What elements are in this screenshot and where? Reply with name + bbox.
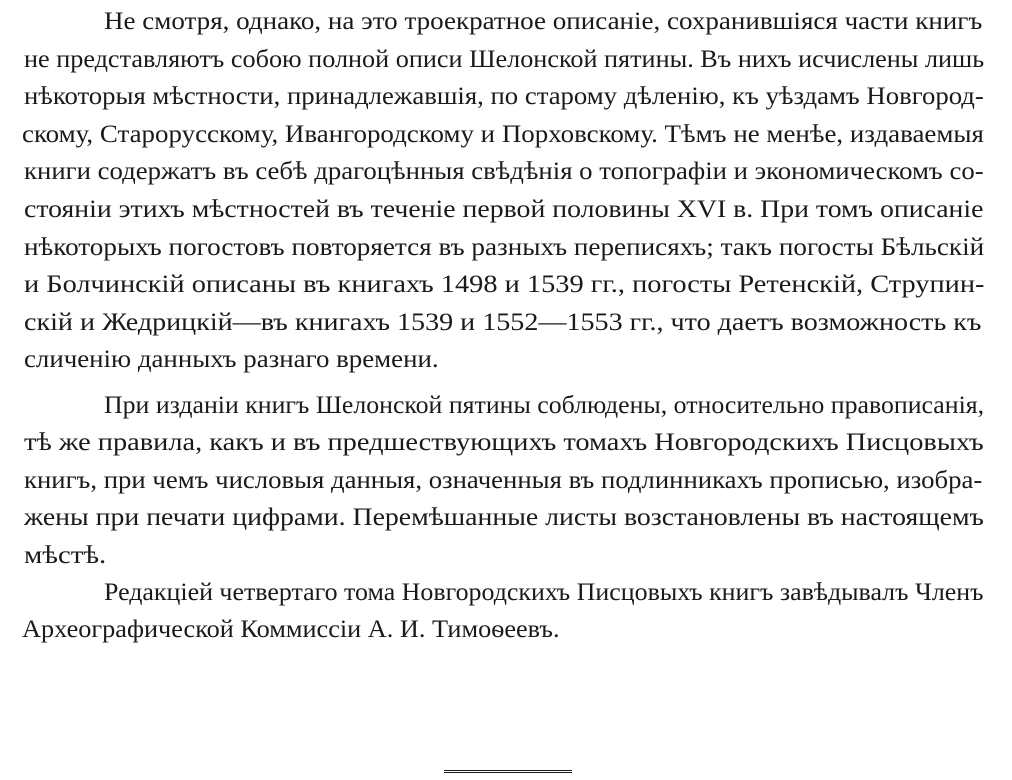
text-line [0, 537, 1012, 575]
text-line-content: и Болчинскiй описаны въ книгахъ 1498 и 1539 гг., погосты Ретенскiй, Струпин- [24, 271, 985, 298]
text-line [0, 41, 1012, 79]
text-line-content: нѣкоторыхъ погостовъ повторяется въ разныхъ переписяхъ; такъ погосты Бѣльскiй [24, 234, 985, 261]
text-line-content: Не смотря, однако, на это троекратное описанiе, сохранившiяся части книгъ [104, 8, 983, 35]
text-line [0, 341, 1012, 379]
text-line [0, 574, 1012, 612]
text-line [0, 3, 1012, 41]
text-line [0, 78, 1012, 116]
text-line-content: жены при печати цифрами. Перемѣшанные листы возстановлены въ настоящемъ [24, 504, 984, 531]
text-line-content: Редакцiей четвертаго тома Новгородскихъ Писцовыхъ книгъ завѣдывалъ Членъ [104, 579, 984, 606]
text-line [0, 191, 1012, 229]
text-line-content: тѣ же правила, какъ и въ предшествующихъ томахъ Новгородскихъ Писцовыхъ [24, 429, 984, 456]
text-line [0, 462, 1012, 500]
text-line [0, 611, 1012, 649]
text-line [0, 153, 1012, 191]
text-line-content: скому, Старорусскому, Ивангородскому и Порховскому. Тѣмъ не менѣе, издаваемыя [22, 121, 984, 148]
bottom-double-rule [444, 770, 572, 773]
text-line-content: сличенiю данныхъ разнаго времени. [24, 346, 439, 373]
text-line-content: При изданiи книгъ Шелонской пятины соблюдены, относительно правописанiя, [104, 392, 985, 419]
text-line-content: нѣкоторыя мѣстности, принадлежавшiя, по старому дѣленiю, къ уѣздамъ Новгород- [24, 83, 984, 110]
text-line-content: Археографической Коммиссiи А. И. Тимоѳеевъ. [22, 616, 560, 643]
text-line [0, 499, 1012, 537]
text-line-content: книгъ, при чемъ числовыя данныя, означенныя въ подлинникахъ прописью, изобра- [24, 467, 983, 494]
text-line-content: мѣстѣ. [24, 542, 107, 569]
text-line [0, 387, 1012, 425]
text-line [0, 229, 1012, 267]
text-line-content: стоянiи этихъ мѣстностей въ теченiе первой половины XVI в. При томъ описанiе [24, 196, 984, 223]
text-line-content: не представляютъ собою полной описи Шелонской пятины. Въ нихъ исчислены лишь [24, 46, 985, 73]
text-line-content: книги содержатъ въ себѣ драгоцѣнныя свѣдѣнiя о топографiи и экономическомъ со- [24, 158, 984, 185]
text-line [0, 266, 1012, 304]
text-line [0, 424, 1012, 462]
text-line [0, 304, 1012, 342]
text-line-content: скiй и Жедрицкiй—въ книгахъ 1539 и 1552—1553 гг., что даетъ возможность къ [24, 309, 982, 336]
text-line [0, 116, 1012, 154]
